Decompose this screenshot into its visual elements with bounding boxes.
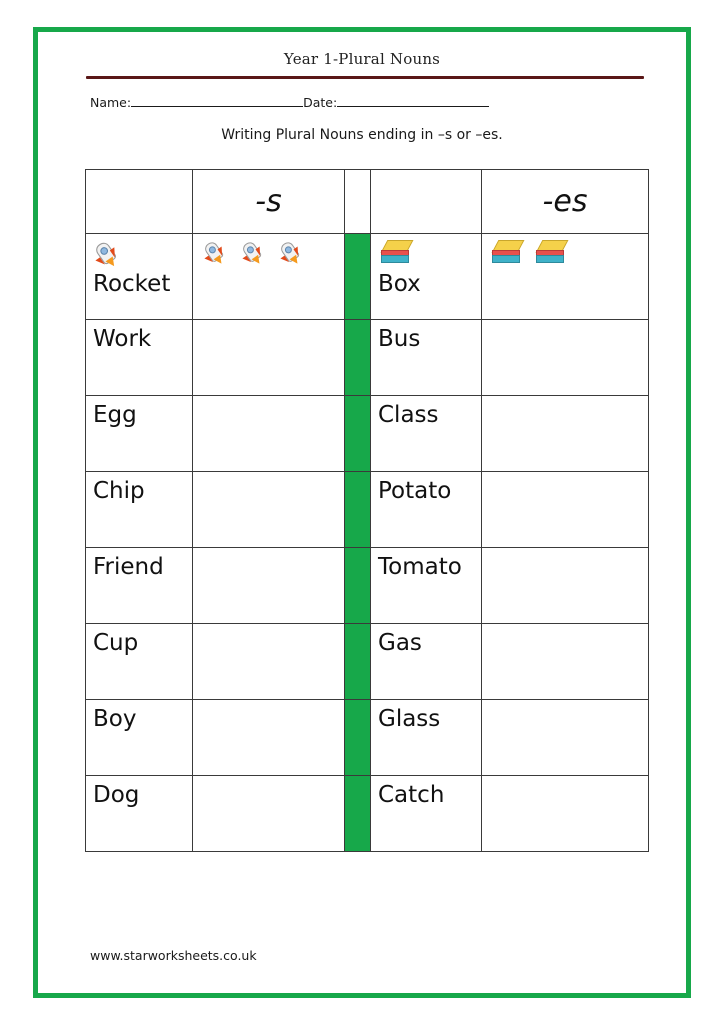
answer-cell-es[interactable] — [482, 548, 649, 624]
column-divider — [345, 234, 371, 320]
page-border-frame — [33, 27, 691, 998]
word-cell-s — [86, 396, 193, 472]
word-cell-s — [86, 472, 193, 548]
answer-cell-es[interactable] — [482, 234, 649, 320]
column-divider — [345, 396, 371, 472]
word-label: Catch — [378, 782, 445, 808]
page-title: Year 1-Plural Nouns — [283, 50, 441, 68]
word-label: Egg — [93, 402, 137, 428]
table-row — [86, 472, 649, 548]
answer-cell-s[interactable] — [193, 396, 345, 472]
table-row — [86, 548, 649, 624]
word-cell-s — [86, 234, 193, 320]
header-cell-divider — [345, 170, 371, 234]
column-divider — [345, 700, 371, 776]
rocket-icon-group — [201, 240, 303, 266]
word-cell-es — [371, 700, 482, 776]
word-label: Chip — [93, 478, 145, 504]
word-cell-s — [86, 320, 193, 396]
name-label: Name: — [90, 95, 132, 110]
word-cell-es — [371, 776, 482, 852]
answer-cell-es[interactable] — [482, 624, 649, 700]
table-row — [86, 320, 649, 396]
answer-cell-es[interactable] — [482, 776, 649, 852]
answer-cell-es[interactable] — [482, 472, 649, 548]
header-cell-es: -es — [482, 170, 649, 234]
column-divider — [345, 776, 371, 852]
column-divider — [345, 320, 371, 396]
answer-cell-s[interactable] — [193, 472, 345, 548]
word-label: Glass — [378, 706, 441, 732]
word-cell-es — [371, 320, 482, 396]
title-divider — [86, 76, 644, 79]
word-label: Friend — [93, 554, 164, 580]
word-label: Gas — [378, 630, 422, 656]
rocket-icon — [94, 240, 124, 270]
word-label: Boy — [93, 706, 137, 732]
rocket-icon — [234, 235, 270, 271]
table-row — [86, 234, 649, 320]
date-label: Date: — [303, 95, 338, 110]
answer-cell-s[interactable] — [193, 320, 345, 396]
answer-cell-es[interactable] — [482, 320, 649, 396]
word-label: Rocket — [93, 271, 171, 297]
answer-cell-es[interactable] — [482, 396, 649, 472]
word-cell-es — [371, 234, 482, 320]
word-cell-s — [86, 776, 193, 852]
column-divider — [345, 624, 371, 700]
date-input-blank[interactable] — [337, 95, 489, 107]
box-icon-group — [381, 240, 413, 268]
word-label: Tomato — [378, 554, 462, 580]
header-cell-s: -s — [193, 170, 345, 234]
table-row — [86, 624, 649, 700]
table-row — [86, 700, 649, 776]
column-divider — [345, 472, 371, 548]
word-label: Dog — [93, 782, 140, 808]
word-cell-es — [371, 548, 482, 624]
table-header-row — [86, 170, 649, 234]
worksheet-instruction: Writing Plural Nouns ending in –s or –es. — [221, 127, 503, 143]
word-cell-es — [371, 472, 482, 548]
box-icon — [536, 240, 568, 268]
rocket-icon — [272, 235, 308, 271]
column-divider — [345, 548, 371, 624]
word-cell-es — [371, 624, 482, 700]
rocket-icon — [196, 235, 232, 271]
word-label: Box — [378, 271, 421, 297]
answer-cell-s[interactable] — [193, 776, 345, 852]
answer-cell-es[interactable] — [482, 700, 649, 776]
header-cell-blank-left — [86, 170, 193, 234]
box-icon — [381, 240, 413, 268]
word-label: Bus — [378, 326, 421, 352]
answer-cell-s[interactable] — [193, 548, 345, 624]
word-cell-s — [86, 700, 193, 776]
plural-nouns-table — [85, 169, 649, 852]
name-input-blank[interactable] — [131, 95, 303, 107]
word-cell-s — [86, 548, 193, 624]
table-row — [86, 776, 649, 852]
answer-cell-s[interactable] — [193, 234, 345, 320]
answer-cell-s[interactable] — [193, 700, 345, 776]
header-cell-blank-word — [371, 170, 482, 234]
box-icon-group — [492, 240, 568, 268]
word-cell-es — [371, 396, 482, 472]
name-date-line — [90, 95, 650, 110]
word-label: Work — [93, 326, 152, 352]
table-row — [86, 396, 649, 472]
box-icon — [492, 240, 524, 268]
word-label: Potato — [378, 478, 452, 504]
word-label: Cup — [93, 630, 139, 656]
word-cell-s — [86, 624, 193, 700]
answer-cell-s[interactable] — [193, 624, 345, 700]
word-label: Class — [378, 402, 439, 428]
footer-website: www.starworksheets.co.uk — [90, 948, 257, 963]
